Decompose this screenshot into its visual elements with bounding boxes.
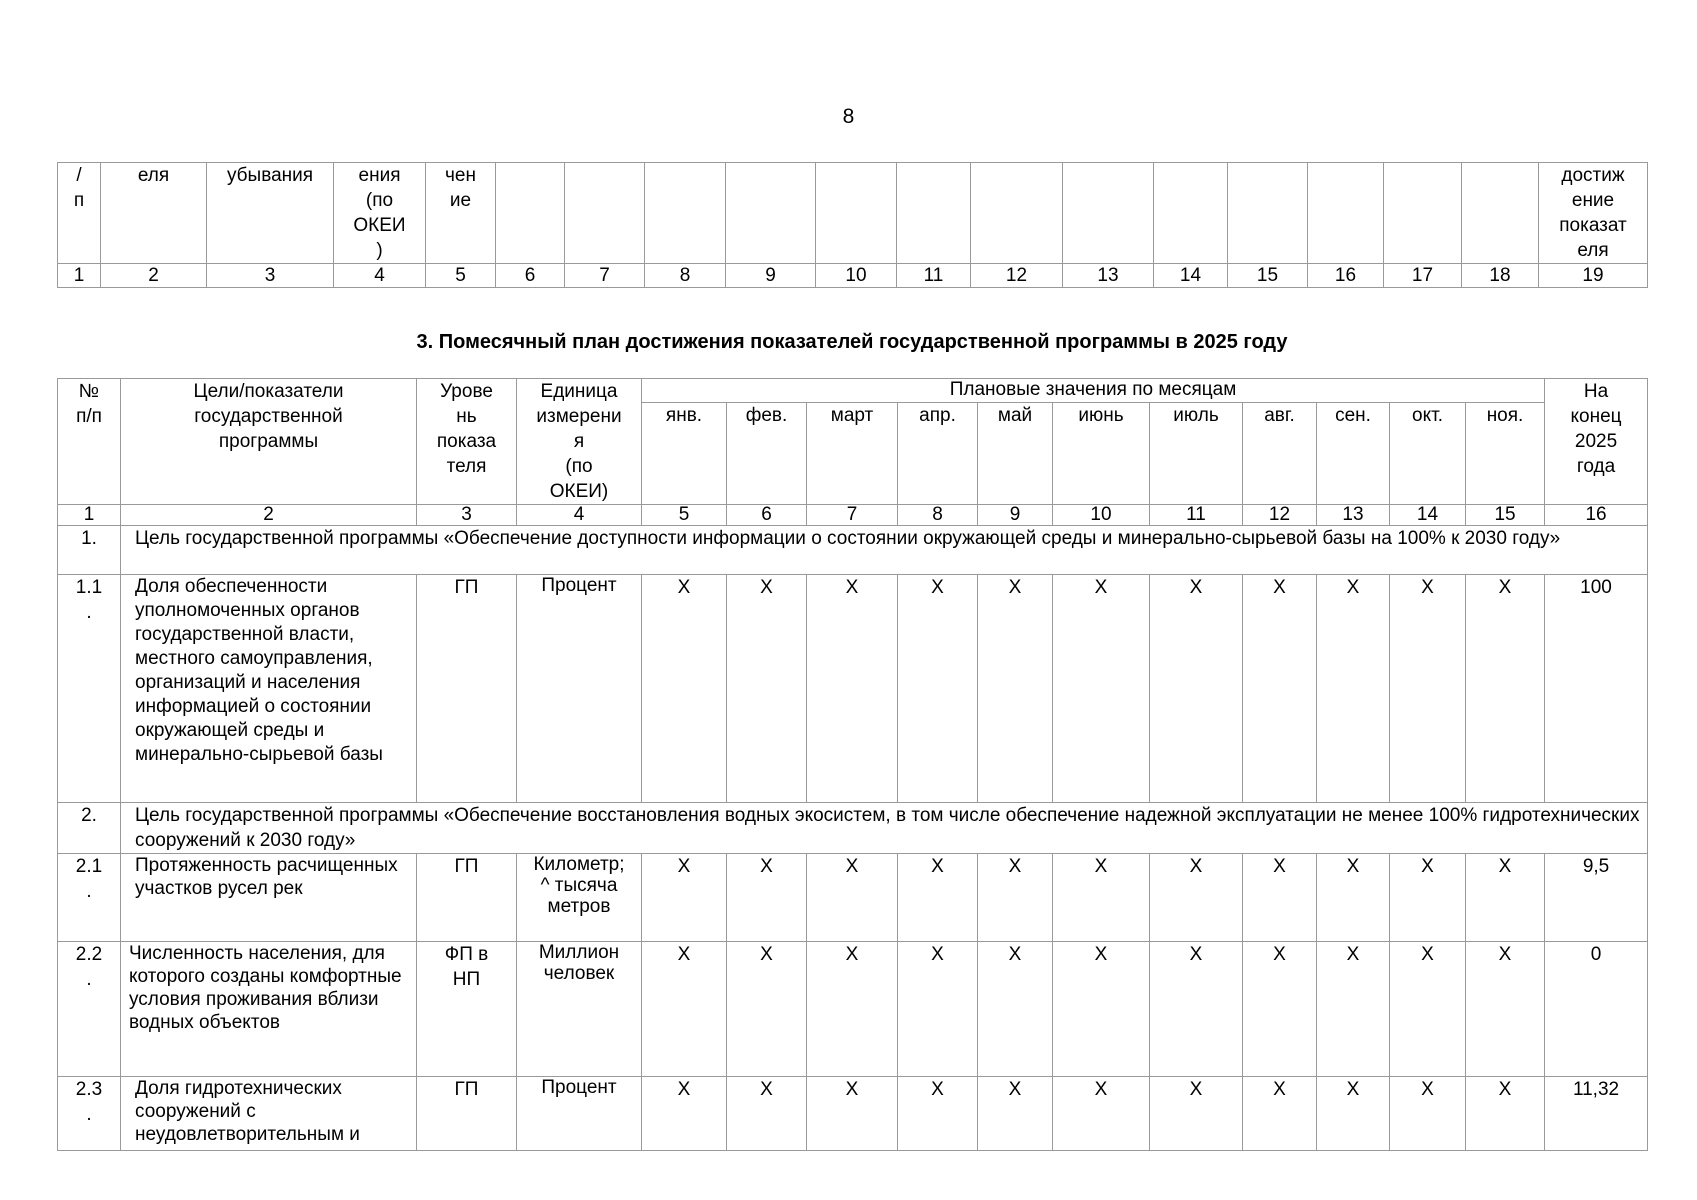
month-header: янв. bbox=[642, 403, 727, 505]
header-end: На конец 2025 года bbox=[1545, 379, 1648, 505]
month-value: X bbox=[1150, 575, 1243, 803]
month-value: X bbox=[1390, 942, 1466, 1077]
indicator-name: Доля обеспеченности уполномоченных органов государственной власти, местного самоуправления, организаций и населения информацией о состоянии окружающей среды и минерально-сырьевой базы bbox=[121, 575, 417, 803]
goal-row bbox=[58, 803, 1648, 854]
indicator-level: ФП в НП bbox=[417, 942, 517, 1077]
indicator-num: 1.1 . bbox=[58, 575, 121, 803]
month-value: X bbox=[1390, 1077, 1466, 1151]
indicator-unit: Километр; ^ тысяча метров bbox=[517, 854, 642, 942]
indicator-row bbox=[58, 942, 1648, 1077]
column-number: 8 bbox=[898, 505, 978, 526]
month-header: июль bbox=[1150, 403, 1243, 505]
month-value: X bbox=[727, 575, 807, 803]
indicator-name: Численность населения, для которого созданы комфортные условия проживания вблизи водных объектов bbox=[121, 942, 417, 1077]
month-value: X bbox=[807, 942, 898, 1077]
month-value: X bbox=[1150, 854, 1243, 942]
continued-header-cell bbox=[565, 163, 645, 264]
column-number: 15 bbox=[1466, 505, 1545, 526]
column-number: 3 bbox=[417, 505, 517, 526]
month-header: март bbox=[807, 403, 898, 505]
continued-header-cell bbox=[971, 163, 1063, 264]
column-number: 16 bbox=[1308, 264, 1384, 288]
indicator-num: 2.2 . bbox=[58, 942, 121, 1077]
continued-header-cell bbox=[645, 163, 726, 264]
month-value: X bbox=[1466, 1077, 1545, 1151]
month-value: X bbox=[807, 854, 898, 942]
continued-header-cell bbox=[726, 163, 816, 264]
month-value: X bbox=[1243, 942, 1317, 1077]
month-value: X bbox=[1317, 1077, 1390, 1151]
continued-header-cell: / п bbox=[58, 163, 101, 264]
goal-num: 1. bbox=[58, 526, 121, 575]
month-value: X bbox=[978, 942, 1053, 1077]
end-value: 100 bbox=[1545, 575, 1648, 803]
column-number: 14 bbox=[1390, 505, 1466, 526]
header-unit: Единица измерени я (по ОКЕИ) bbox=[517, 379, 642, 505]
month-value: X bbox=[1317, 575, 1390, 803]
month-value: X bbox=[1150, 1077, 1243, 1151]
indicator-row bbox=[58, 854, 1648, 942]
month-value: X bbox=[727, 942, 807, 1077]
continued-header-cell: еля bbox=[101, 163, 207, 264]
indicator-unit: Процент bbox=[517, 1077, 642, 1151]
column-number: 12 bbox=[971, 264, 1063, 288]
monthly-plan-table bbox=[57, 378, 1648, 1151]
month-value: X bbox=[1243, 1077, 1317, 1151]
month-header: фев. bbox=[727, 403, 807, 505]
column-number: 18 bbox=[1462, 264, 1539, 288]
month-header: сен. bbox=[1317, 403, 1390, 505]
indicator-num: 2.3 . bbox=[58, 1077, 121, 1151]
continued-number-row bbox=[58, 264, 1648, 288]
goal-text: Цель государственной программы «Обеспечение восстановления водных экосистем, в том числе обеспечение надежной эксплуатации не менее 100% гидротехнических сооружений к 2030 году» bbox=[121, 803, 1648, 854]
month-value: X bbox=[898, 575, 978, 803]
end-value: 0 bbox=[1545, 942, 1648, 1077]
indicator-row bbox=[58, 1077, 1648, 1151]
continued-header-cell bbox=[1384, 163, 1462, 264]
column-number: 4 bbox=[517, 505, 642, 526]
indicator-name: Доля гидротехнических сооружений с неудовлетворительным и bbox=[121, 1077, 417, 1151]
month-value: X bbox=[1053, 942, 1150, 1077]
column-number: 2 bbox=[101, 264, 207, 288]
indicator-row bbox=[58, 575, 1648, 803]
header-row bbox=[58, 379, 1648, 403]
month-value: X bbox=[1466, 854, 1545, 942]
month-value: X bbox=[1390, 854, 1466, 942]
continued-header-cell: убывания bbox=[207, 163, 334, 264]
month-value: X bbox=[1466, 575, 1545, 803]
month-value: X bbox=[642, 854, 727, 942]
column-number: 4 bbox=[334, 264, 426, 288]
goal-row bbox=[58, 526, 1648, 575]
month-value: X bbox=[807, 1077, 898, 1151]
month-value: X bbox=[1390, 575, 1466, 803]
month-value: X bbox=[642, 942, 727, 1077]
month-value: X bbox=[1317, 942, 1390, 1077]
month-value: X bbox=[898, 854, 978, 942]
header-num: № п/п bbox=[58, 379, 121, 505]
month-value: X bbox=[1150, 942, 1243, 1077]
continued-table bbox=[57, 162, 1648, 288]
month-value: X bbox=[1053, 1077, 1150, 1151]
indicator-num: 2.1 . bbox=[58, 854, 121, 942]
month-value: X bbox=[898, 1077, 978, 1151]
column-number: 9 bbox=[978, 505, 1053, 526]
continued-header-cell: чен ие bbox=[426, 163, 496, 264]
indicator-level: ГП bbox=[417, 575, 517, 803]
month-value: X bbox=[1243, 575, 1317, 803]
month-value: X bbox=[642, 575, 727, 803]
column-number: 13 bbox=[1317, 505, 1390, 526]
continued-header-cell bbox=[1228, 163, 1308, 264]
column-number: 6 bbox=[727, 505, 807, 526]
column-number: 1 bbox=[58, 505, 121, 526]
continued-header-cell bbox=[1308, 163, 1384, 264]
column-number: 1 bbox=[58, 264, 101, 288]
header-level: Урове нь показа теля bbox=[417, 379, 517, 505]
column-number: 16 bbox=[1545, 505, 1648, 526]
month-value: X bbox=[642, 1077, 727, 1151]
column-number: 7 bbox=[807, 505, 898, 526]
column-number: 5 bbox=[426, 264, 496, 288]
column-number: 5 bbox=[642, 505, 727, 526]
month-header: окт. bbox=[1390, 403, 1466, 505]
column-number: 6 bbox=[496, 264, 565, 288]
continued-header-cell: достиж ение показат еля bbox=[1539, 163, 1648, 264]
continued-header-cell bbox=[1063, 163, 1154, 264]
month-header: авг. bbox=[1243, 403, 1317, 505]
month-value: X bbox=[978, 1077, 1053, 1151]
column-number: 14 bbox=[1154, 264, 1228, 288]
continued-header-cell bbox=[1154, 163, 1228, 264]
month-value: X bbox=[978, 854, 1053, 942]
column-number: 3 bbox=[207, 264, 334, 288]
column-number: 10 bbox=[816, 264, 897, 288]
continued-header-cell bbox=[1462, 163, 1539, 264]
end-value: 11,32 bbox=[1545, 1077, 1648, 1151]
month-value: X bbox=[1243, 854, 1317, 942]
column-number: 7 bbox=[565, 264, 645, 288]
column-number: 19 bbox=[1539, 264, 1648, 288]
continued-header-row bbox=[58, 163, 1648, 264]
page-number: 8 bbox=[842, 105, 855, 128]
continued-header-cell: ения (по ОКЕИ ) bbox=[334, 163, 426, 264]
month-value: X bbox=[1466, 942, 1545, 1077]
month-value: X bbox=[1053, 575, 1150, 803]
month-value: X bbox=[1317, 854, 1390, 942]
indicator-level: ГП bbox=[417, 1077, 517, 1151]
month-header: апр. bbox=[898, 403, 978, 505]
header-planned: Плановые значения по месяцам bbox=[642, 379, 1545, 403]
header-goals: Цели/показатели государственной программы bbox=[121, 379, 417, 505]
column-number: 8 bbox=[645, 264, 726, 288]
month-value: X bbox=[978, 575, 1053, 803]
indicator-unit: Процент bbox=[517, 575, 642, 803]
column-number: 15 bbox=[1228, 264, 1308, 288]
indicator-name: Протяженность расчищенных участков русел рек bbox=[121, 854, 417, 942]
month-value: X bbox=[1053, 854, 1150, 942]
month-value: X bbox=[727, 854, 807, 942]
month-value: X bbox=[898, 942, 978, 1077]
end-value: 9,5 bbox=[1545, 854, 1648, 942]
column-number: 11 bbox=[897, 264, 971, 288]
month-header: июнь bbox=[1053, 403, 1150, 505]
indicator-level: ГП bbox=[417, 854, 517, 942]
column-number-row bbox=[58, 505, 1648, 526]
column-number: 2 bbox=[121, 505, 417, 526]
continued-header-cell bbox=[816, 163, 897, 264]
indicator-unit: Миллион человек bbox=[517, 942, 642, 1077]
continued-header-cell bbox=[496, 163, 565, 264]
goal-text: Цель государственной программы «Обеспечение доступности информации о состоянии окружающей среды и минерально-сырьевой базы на 100% к 2030 году» bbox=[121, 526, 1648, 575]
section-title: 3. Помесячный план достижения показателей государственной программы в 2025 году bbox=[416, 331, 1288, 353]
month-header: ноя. bbox=[1466, 403, 1545, 505]
month-value: X bbox=[807, 575, 898, 803]
goal-num: 2. bbox=[58, 803, 121, 854]
column-number: 10 bbox=[1053, 505, 1150, 526]
column-number: 9 bbox=[726, 264, 816, 288]
month-header: май bbox=[978, 403, 1053, 505]
column-number: 11 bbox=[1150, 505, 1243, 526]
month-value: X bbox=[727, 1077, 807, 1151]
column-number: 12 bbox=[1243, 505, 1317, 526]
column-number: 17 bbox=[1384, 264, 1462, 288]
continued-header-cell bbox=[897, 163, 971, 264]
column-number: 13 bbox=[1063, 264, 1154, 288]
